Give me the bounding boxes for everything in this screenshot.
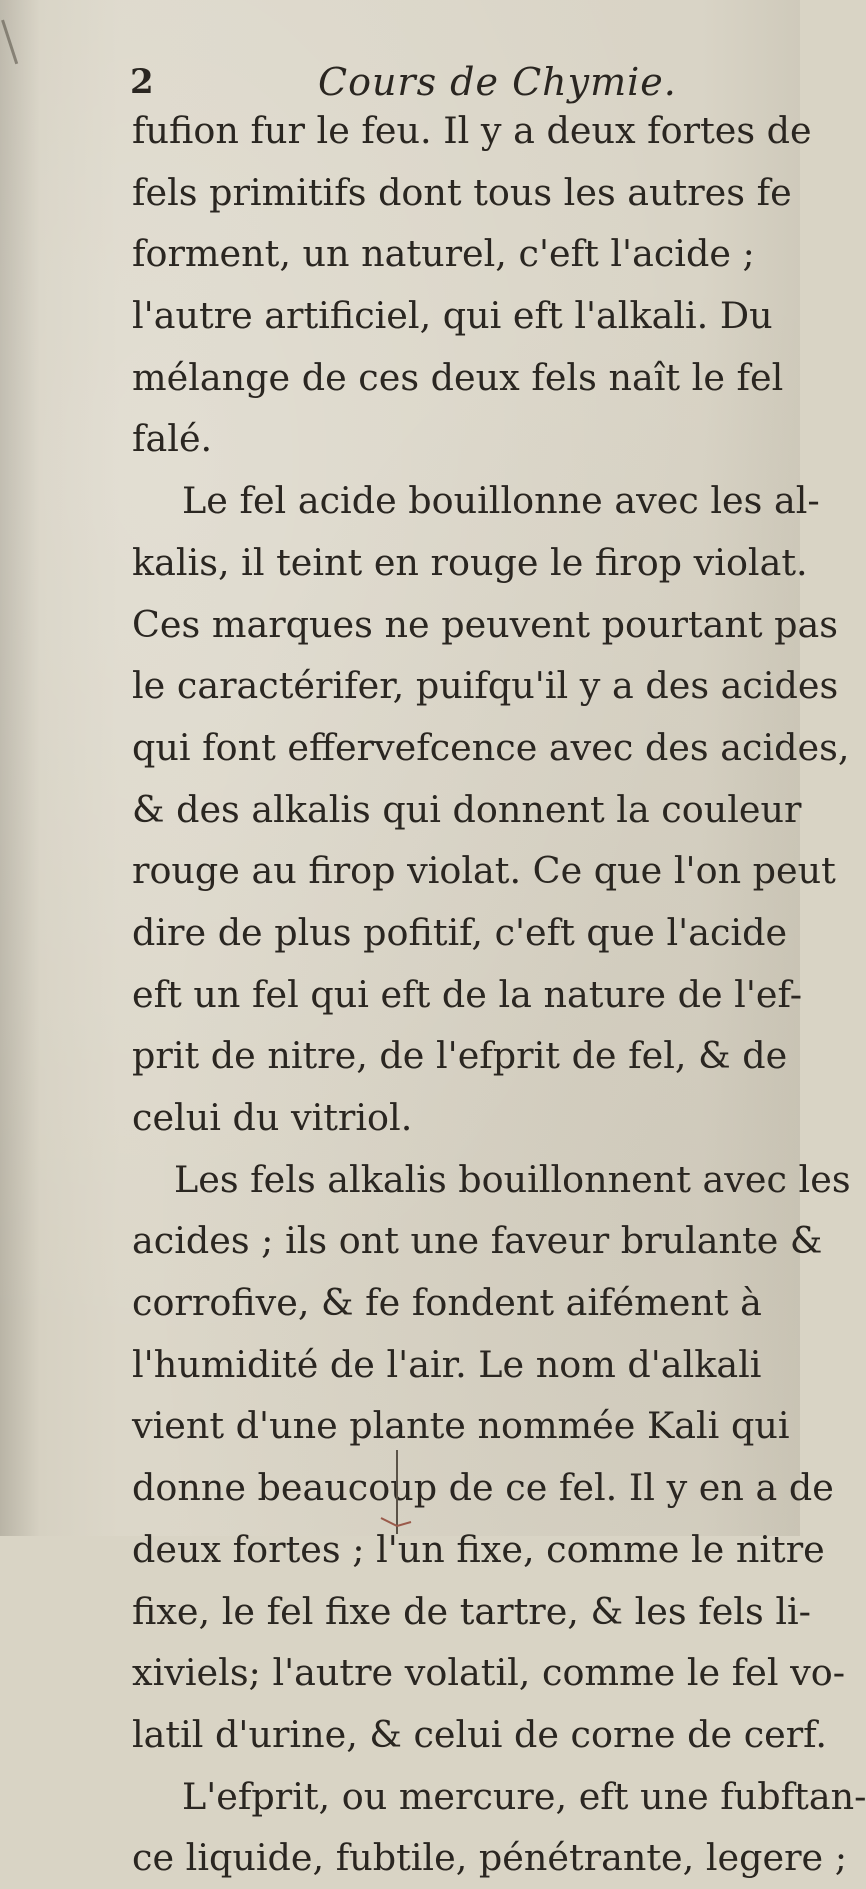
text-line: l'autre artificiel, qui eft l'alkali. Du — [132, 294, 773, 338]
text-line: corrofive, & fe fondent aifément à — [132, 1281, 762, 1325]
text-line: deux fortes ; l'un fixe, comme le nitre — [132, 1527, 825, 1571]
body-text — [132, 100, 866, 1889]
text-line: le caractérifer, puifqu'il y a des acides — [132, 664, 839, 708]
running-title: Cours de Chymie. — [318, 60, 677, 104]
text-line: ce liquide, fubtile, pénétrante, legere ; — [132, 1836, 848, 1880]
paragraph-start-line: L'efprit, ou mercure, eft une fubftan- — [182, 1774, 866, 1818]
text-line: eft un fel qui eft de la nature de l'ef- — [132, 972, 803, 1016]
text-line: vient d'une plante nommée Kali qui — [132, 1404, 790, 1448]
text-line: falé. — [132, 417, 213, 461]
text-line: fixe, le fel fixe de tartre, & les fels li- — [132, 1589, 811, 1633]
text-line: prit de nitre, de l'efprit de fel, & de — [132, 1034, 788, 1078]
text-line: fufion fur le feu. Il y a deux fortes de — [132, 109, 812, 152]
text-line: dire de plus pofitif, c'eft que l'acide — [132, 910, 788, 954]
text-line: donne beaucoup de ce fel. Il y en a de — [132, 1466, 834, 1510]
text-line: kalis, il teint en rouge le firop violat. — [132, 540, 808, 584]
text-line: & des alkalis qui donnent la couleur — [132, 787, 802, 831]
text-line: acides ; ils ont une faveur brulante & — [132, 1219, 823, 1263]
text-line: fels primitifs dont tous les autres fe — [132, 170, 792, 214]
text-line: xiviels; l'autre volatil, comme le fel vo- — [132, 1651, 846, 1695]
page-number: 2 — [130, 62, 154, 102]
page-header — [0, 62, 800, 102]
margin-ink-mark — [1, 18, 24, 65]
text-line: rouge au firop violat. Ce que l'on peut — [132, 849, 836, 893]
text-line: mélange de ces deux fels naît le fel — [132, 355, 784, 399]
binding-thread-mark — [375, 1448, 415, 1536]
paragraph-start-line: Le fel acide bouillonne avec les al- — [182, 479, 820, 523]
text-line: celui du vitriol. — [132, 1096, 413, 1139]
text-line: latil d'urine, & celui de corne de cerf. — [132, 1712, 827, 1756]
text-line: forment, un naturel, c'eft l'acide ; — [132, 232, 755, 276]
text-line: l'humidité de l'air. Le nom d'alkali — [132, 1342, 762, 1386]
text-line: qui font effervefcence avec des acides, — [132, 725, 850, 769]
text-line: Ces marques ne peuvent pourtant pas — [132, 602, 839, 646]
paragraph-start-line: Les fels alkalis bouillonnent avec les — [174, 1157, 851, 1201]
